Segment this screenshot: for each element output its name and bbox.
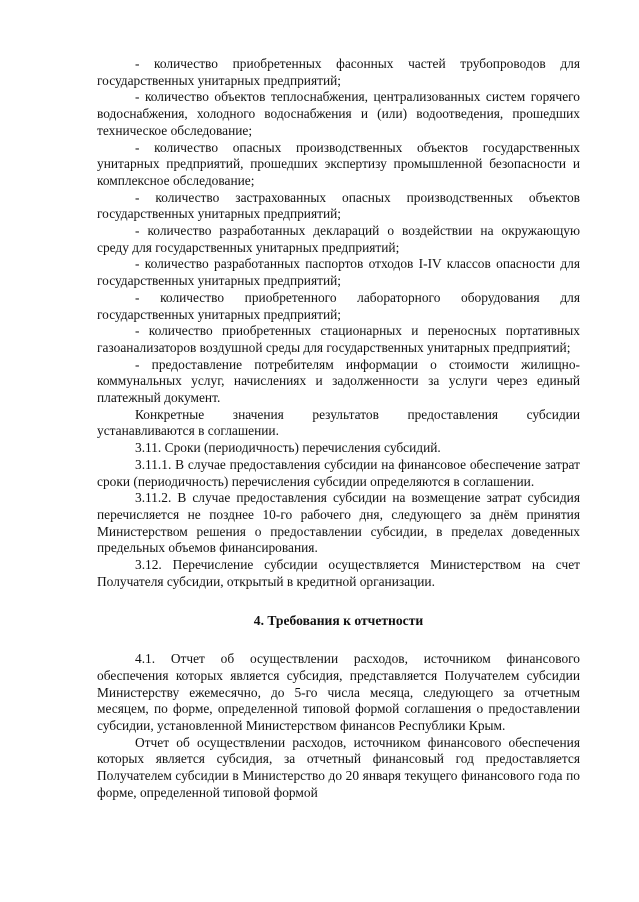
paragraph: Отчет об осуществлении расходов, источником финансового обеспечения которых является субсидия, за отчетный финансовый год предоставляется Получателем субсидии в Министерство до 20 января текущего финансового года по форме, определенной типовой формой bbox=[97, 734, 580, 800]
paragraph: Конкретные значения результатов предоставления субсидии устанавливаются в соглашении. bbox=[97, 406, 580, 439]
paragraph: 3.11. Сроки (периодичность) перечисления субсидий. bbox=[135, 440, 441, 456]
paragraph: - количество приобретенных стационарных и переносных портативных газоанализаторов воздушной среды для государственных унитарных предприятий; bbox=[97, 323, 580, 355]
paragraph: - количество объектов теплоснабжения, централизованных систем горячего водоснабжения, холодного водоснабжения и (или) водоотведения, прошедших техническое обследование; bbox=[97, 89, 580, 138]
paragraph: 3.11.2. В случае предоставления субсидии на возмещение затрат субсидия перечисляется не позднее 10-го рабочего дня, следующего за днём принятия Министерством решения о предоставлении субсидии, в пределах доведенных предельных объемов финансирования. bbox=[97, 490, 580, 556]
section-heading: 4. Требования к отчетности bbox=[253, 612, 424, 628]
paragraph: - количество приобретенного лабораторного оборудования для государственных унитарных предприятий; bbox=[97, 289, 580, 322]
paragraph: - количество опасных производственных объектов государственных унитарных предприятий, прошедших экспертизу промышленной безопасности и комплексное обследование; bbox=[97, 139, 580, 188]
paragraph: - количество застрахованных опасных производственных объектов государственных унитарных предприятий; bbox=[97, 189, 580, 222]
paragraph: - количество разработанных паспортов отходов I-IV классов опасности для государственных унитарных предприятий; bbox=[97, 256, 580, 289]
paragraph: - количество приобретенных фасонных частей трубопроводов для государственных унитарных предприятий; bbox=[97, 56, 580, 88]
paragraph: 3.12. Перечисление субсидии осуществляется Министерством на счет Получателя субсидии, открытый в кредитной организации. bbox=[97, 557, 580, 589]
paragraph: - предоставление потребителям информации о стоимости жилищно-коммунальных услуг, начислениях и задолженности за услуги через единый платежный документ. bbox=[97, 356, 580, 406]
document-body bbox=[97, 56, 580, 802]
paragraph: - количество разработанных деклараций о воздействии на окружающую среду для государственных унитарных предприятий; bbox=[97, 223, 580, 255]
paragraph: 3.11.1. В случае предоставления субсидии на финансовое обеспечение затрат сроки (периодичность) перечисления субсидии определяются в соглашении. bbox=[97, 456, 580, 489]
paragraph: 4.1. Отчет об осуществлении расходов, источником финансового обеспечения которых является субсидия, представляется Получателем субсидии Министерству ежемесячно, до 5-го числа месяца, следующего за отчетным месяцем, по форме, определенной типовой формой соглашения о предоставлении субсидии, установленной Министерством финансов Республики Крым. bbox=[97, 651, 580, 734]
